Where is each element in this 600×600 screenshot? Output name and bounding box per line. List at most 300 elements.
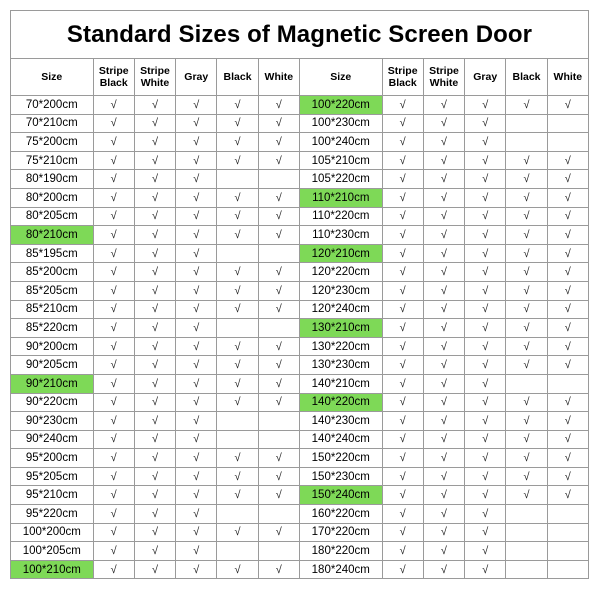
black-availability-left: √: [217, 281, 258, 300]
stripe-black-availability-left: √: [93, 188, 134, 207]
white-availability-right: √: [547, 486, 588, 505]
stripe-white-availability-right: √: [423, 430, 464, 449]
stripe-white-availability-right: √: [423, 188, 464, 207]
size-cell-right: 150*220cm: [299, 449, 382, 468]
stripe-black-availability-left: √: [93, 300, 134, 319]
stripe-white-availability-left: √: [134, 560, 175, 579]
stripe-black-availability-left: √: [93, 244, 134, 263]
stripe-white-availability-right: √: [423, 486, 464, 505]
stripe-black-availability-left: √: [93, 356, 134, 375]
stripe-white-availability-left: √: [134, 226, 175, 245]
gray-availability-right: √: [465, 96, 506, 115]
size-cell-left: 90*210cm: [11, 374, 94, 393]
gray-availability-right: √: [465, 467, 506, 486]
white-availability-left: √: [258, 263, 299, 282]
stripe-white-availability-right: √: [423, 505, 464, 524]
black-availability-right: √: [506, 356, 547, 375]
white-availability-right: √: [547, 393, 588, 412]
stripe-black-availability-left: √: [93, 523, 134, 542]
size-cell-right: 105*220cm: [299, 170, 382, 189]
stripe-black-availability-right: √: [382, 374, 423, 393]
white-availability-left: √: [258, 114, 299, 133]
stripe-black-availability-right: √: [382, 486, 423, 505]
stripe-black-availability-right: √: [382, 337, 423, 356]
white-availability-right: √: [547, 151, 588, 170]
stripe-white-availability-right: √: [423, 96, 464, 115]
white-availability-right: [547, 374, 588, 393]
header-size-left: Size: [11, 59, 94, 96]
white-availability-right: √: [547, 319, 588, 338]
stripe-black-availability-right: √: [382, 430, 423, 449]
stripe-black-availability-left: √: [93, 114, 134, 133]
size-cell-right: 180*220cm: [299, 542, 382, 561]
table-row: [11, 560, 589, 579]
stripe-white-availability-right: √: [423, 560, 464, 579]
stripe-black-availability-left: √: [93, 226, 134, 245]
gray-availability-left: √: [176, 467, 217, 486]
white-availability-left: √: [258, 188, 299, 207]
size-cell-left: 95*200cm: [11, 449, 94, 468]
white-availability-right: √: [547, 188, 588, 207]
black-availability-left: [217, 170, 258, 189]
stripe-black-availability-right: √: [382, 505, 423, 524]
white-availability-right: √: [547, 96, 588, 115]
stripe-black-availability-right: √: [382, 300, 423, 319]
size-cell-right: 170*220cm: [299, 523, 382, 542]
white-availability-left: √: [258, 486, 299, 505]
black-availability-right: √: [506, 96, 547, 115]
black-availability-right: √: [506, 449, 547, 468]
white-availability-left: √: [258, 133, 299, 152]
black-availability-left: √: [217, 133, 258, 152]
table-row: [11, 467, 589, 486]
size-cell-right: 140*240cm: [299, 430, 382, 449]
black-availability-left: √: [217, 449, 258, 468]
gray-availability-left: √: [176, 226, 217, 245]
table-row: [11, 542, 589, 561]
gray-availability-right: √: [465, 356, 506, 375]
size-cell-right: 120*210cm: [299, 244, 382, 263]
table-row: [11, 486, 589, 505]
stripe-white-availability-right: √: [423, 319, 464, 338]
stripe-black-availability-right: √: [382, 188, 423, 207]
white-availability-right: √: [547, 226, 588, 245]
black-availability-right: √: [506, 319, 547, 338]
gray-availability-left: √: [176, 356, 217, 375]
black-availability-left: √: [217, 337, 258, 356]
gray-availability-left: √: [176, 96, 217, 115]
stripe-white-availability-left: √: [134, 430, 175, 449]
stripe-black-availability-left: √: [93, 337, 134, 356]
black-availability-right: √: [506, 244, 547, 263]
gray-availability-left: √: [176, 337, 217, 356]
stripe-black-availability-left: √: [93, 281, 134, 300]
white-availability-right: √: [547, 337, 588, 356]
size-cell-left: 90*230cm: [11, 412, 94, 431]
white-availability-right: √: [547, 207, 588, 226]
black-availability-right: [506, 374, 547, 393]
gray-availability-right: √: [465, 263, 506, 282]
black-availability-left: √: [217, 374, 258, 393]
size-cell-right: 120*240cm: [299, 300, 382, 319]
size-cell-left: 90*220cm: [11, 393, 94, 412]
stripe-white-availability-right: √: [423, 133, 464, 152]
gray-availability-left: √: [176, 281, 217, 300]
stripe-black-availability-left: √: [93, 133, 134, 152]
stripe-black-availability-left: √: [93, 560, 134, 579]
size-cell-right: 100*240cm: [299, 133, 382, 152]
stripe-black-availability-left: √: [93, 467, 134, 486]
black-availability-right: √: [506, 467, 547, 486]
size-cell-right: 150*230cm: [299, 467, 382, 486]
white-availability-left: √: [258, 151, 299, 170]
black-availability-left: √: [217, 151, 258, 170]
table-row: [11, 337, 589, 356]
table-row: [11, 319, 589, 338]
size-cell-left: 75*200cm: [11, 133, 94, 152]
stripe-white-availability-left: √: [134, 207, 175, 226]
stripe-white-availability-right: √: [423, 207, 464, 226]
table-row: [11, 505, 589, 524]
gray-availability-right: √: [465, 226, 506, 245]
stripe-white-availability-left: √: [134, 300, 175, 319]
size-cell-right: 120*230cm: [299, 281, 382, 300]
header-gray-right: Gray: [465, 59, 506, 96]
white-availability-left: [258, 430, 299, 449]
size-cell-left: 85*195cm: [11, 244, 94, 263]
stripe-white-availability-left: √: [134, 337, 175, 356]
black-availability-right: [506, 505, 547, 524]
white-availability-right: √: [547, 170, 588, 189]
stripe-black-availability-left: √: [93, 319, 134, 338]
black-availability-left: √: [217, 467, 258, 486]
size-chart-sheet: [10, 10, 589, 579]
stripe-white-availability-left: √: [134, 542, 175, 561]
white-availability-right: [547, 133, 588, 152]
stripe-black-availability-right: √: [382, 244, 423, 263]
gray-availability-right: √: [465, 151, 506, 170]
stripe-white-availability-right: √: [423, 467, 464, 486]
black-availability-right: √: [506, 263, 547, 282]
stripe-black-availability-right: √: [382, 449, 423, 468]
size-cell-right: 110*220cm: [299, 207, 382, 226]
white-availability-left: √: [258, 449, 299, 468]
gray-availability-right: √: [465, 170, 506, 189]
size-cell-right: 100*220cm: [299, 96, 382, 115]
black-availability-right: √: [506, 226, 547, 245]
black-availability-right: [506, 560, 547, 579]
gray-availability-right: √: [465, 188, 506, 207]
gray-availability-left: √: [176, 412, 217, 431]
header-stripe-black-right: Stripe Black: [382, 59, 423, 96]
table-row: [11, 430, 589, 449]
size-cell-left: 80*190cm: [11, 170, 94, 189]
black-availability-left: [217, 542, 258, 561]
white-availability-left: [258, 319, 299, 338]
stripe-white-availability-left: √: [134, 523, 175, 542]
size-cell-right: 130*230cm: [299, 356, 382, 375]
header-black-right: Black: [506, 59, 547, 96]
table-row: [11, 523, 589, 542]
table-row: [11, 96, 589, 115]
gray-availability-left: √: [176, 170, 217, 189]
title-box: [10, 10, 589, 58]
size-cell-left: 90*240cm: [11, 430, 94, 449]
size-cell-left: 75*210cm: [11, 151, 94, 170]
black-availability-right: [506, 523, 547, 542]
size-cell-left: 90*200cm: [11, 337, 94, 356]
white-availability-right: √: [547, 467, 588, 486]
gray-availability-right: √: [465, 523, 506, 542]
header-white-left: White: [258, 59, 299, 96]
size-cell-right: 110*230cm: [299, 226, 382, 245]
stripe-white-availability-left: √: [134, 319, 175, 338]
stripe-black-availability-right: √: [382, 263, 423, 282]
white-availability-left: √: [258, 523, 299, 542]
size-cell-left: 85*205cm: [11, 281, 94, 300]
white-availability-left: √: [258, 467, 299, 486]
gray-availability-right: √: [465, 319, 506, 338]
header-white-right: White: [547, 59, 588, 96]
table-row: [11, 300, 589, 319]
black-availability-left: √: [217, 226, 258, 245]
stripe-white-availability-right: √: [423, 393, 464, 412]
stripe-white-availability-right: √: [423, 300, 464, 319]
size-cell-left: 95*210cm: [11, 486, 94, 505]
stripe-black-availability-left: √: [93, 505, 134, 524]
header-stripe-white-right: Stripe White: [423, 59, 464, 96]
black-availability-left: [217, 412, 258, 431]
white-availability-right: [547, 505, 588, 524]
white-availability-left: √: [258, 207, 299, 226]
black-availability-right: √: [506, 412, 547, 431]
stripe-white-availability-left: √: [134, 505, 175, 524]
stripe-black-availability-right: √: [382, 319, 423, 338]
header-size-right: Size: [299, 59, 382, 96]
stripe-white-availability-left: √: [134, 412, 175, 431]
black-availability-right: √: [506, 486, 547, 505]
gray-availability-right: √: [465, 244, 506, 263]
stripe-white-availability-right: √: [423, 523, 464, 542]
size-cell-right: 140*230cm: [299, 412, 382, 431]
stripe-white-availability-left: √: [134, 356, 175, 375]
gray-availability-left: √: [176, 374, 217, 393]
black-availability-right: √: [506, 300, 547, 319]
stripe-white-availability-left: √: [134, 467, 175, 486]
stripe-black-availability-right: √: [382, 523, 423, 542]
header-gray-left: Gray: [176, 59, 217, 96]
white-availability-right: √: [547, 281, 588, 300]
stripe-white-availability-left: √: [134, 449, 175, 468]
stripe-black-availability-right: √: [382, 281, 423, 300]
gray-availability-right: √: [465, 300, 506, 319]
size-cell-left: 70*200cm: [11, 96, 94, 115]
table-row: [11, 393, 589, 412]
size-cell-left: 100*205cm: [11, 542, 94, 561]
stripe-black-availability-left: √: [93, 486, 134, 505]
stripe-white-availability-right: √: [423, 226, 464, 245]
header-stripe-black-left: Stripe Black: [93, 59, 134, 96]
table-row: [11, 133, 589, 152]
stripe-white-availability-left: √: [134, 188, 175, 207]
gray-availability-left: √: [176, 244, 217, 263]
white-availability-left: √: [258, 281, 299, 300]
table-row: [11, 226, 589, 245]
stripe-black-availability-right: √: [382, 467, 423, 486]
table-row: [11, 207, 589, 226]
gray-availability-right: √: [465, 430, 506, 449]
black-availability-left: [217, 319, 258, 338]
size-cell-left: 95*220cm: [11, 505, 94, 524]
gray-availability-right: √: [465, 560, 506, 579]
stripe-white-availability-right: √: [423, 244, 464, 263]
stripe-black-availability-left: √: [93, 170, 134, 189]
white-availability-left: [258, 505, 299, 524]
gray-availability-right: √: [465, 207, 506, 226]
black-availability-left: √: [217, 393, 258, 412]
black-availability-left: √: [217, 188, 258, 207]
stripe-white-availability-left: √: [134, 486, 175, 505]
white-availability-right: [547, 560, 588, 579]
size-cell-right: 140*210cm: [299, 374, 382, 393]
table-row: [11, 356, 589, 375]
stripe-black-availability-right: √: [382, 356, 423, 375]
stripe-white-availability-left: √: [134, 133, 175, 152]
white-availability-left: [258, 244, 299, 263]
size-cell-right: 105*210cm: [299, 151, 382, 170]
size-cell-left: 90*205cm: [11, 356, 94, 375]
table-row: [11, 244, 589, 263]
black-availability-right: √: [506, 430, 547, 449]
white-availability-right: [547, 523, 588, 542]
table-row: [11, 170, 589, 189]
table-row: [11, 114, 589, 133]
white-availability-left: [258, 542, 299, 561]
size-cell-left: 85*210cm: [11, 300, 94, 319]
stripe-white-availability-right: √: [423, 412, 464, 431]
black-availability-left: √: [217, 263, 258, 282]
white-availability-left: [258, 412, 299, 431]
stripe-white-availability-left: √: [134, 96, 175, 115]
table-row: [11, 412, 589, 431]
gray-availability-left: √: [176, 486, 217, 505]
gray-availability-right: √: [465, 542, 506, 561]
gray-availability-right: √: [465, 114, 506, 133]
stripe-black-availability-right: √: [382, 393, 423, 412]
size-cell-left: 95*205cm: [11, 467, 94, 486]
white-availability-left: [258, 170, 299, 189]
gray-availability-right: √: [465, 393, 506, 412]
size-cell-right: 100*230cm: [299, 114, 382, 133]
white-availability-right: √: [547, 449, 588, 468]
gray-availability-right: √: [465, 281, 506, 300]
black-availability-right: √: [506, 170, 547, 189]
black-availability-left: √: [217, 523, 258, 542]
table-row: [11, 449, 589, 468]
black-availability-left: √: [217, 560, 258, 579]
stripe-black-availability-left: √: [93, 207, 134, 226]
stripe-white-availability-right: √: [423, 281, 464, 300]
gray-availability-right: √: [465, 374, 506, 393]
size-cell-right: 150*240cm: [299, 486, 382, 505]
size-cell-right: 120*220cm: [299, 263, 382, 282]
black-availability-right: √: [506, 281, 547, 300]
size-availability-table: [10, 58, 589, 579]
stripe-black-availability-right: √: [382, 560, 423, 579]
stripe-black-availability-right: √: [382, 133, 423, 152]
stripe-white-availability-left: √: [134, 281, 175, 300]
gray-availability-left: √: [176, 300, 217, 319]
white-availability-right: √: [547, 430, 588, 449]
gray-availability-left: √: [176, 133, 217, 152]
size-cell-left: 70*210cm: [11, 114, 94, 133]
black-availability-left: √: [217, 356, 258, 375]
gray-availability-left: √: [176, 319, 217, 338]
white-availability-left: √: [258, 226, 299, 245]
table-row: [11, 374, 589, 393]
gray-availability-right: √: [465, 337, 506, 356]
size-cell-left: 100*200cm: [11, 523, 94, 542]
white-availability-right: [547, 542, 588, 561]
size-cell-left: 80*200cm: [11, 188, 94, 207]
table-row: [11, 281, 589, 300]
size-cell-left: 80*205cm: [11, 207, 94, 226]
gray-availability-left: √: [176, 151, 217, 170]
black-availability-left: √: [217, 207, 258, 226]
black-availability-left: [217, 430, 258, 449]
white-availability-left: √: [258, 300, 299, 319]
stripe-white-availability-right: √: [423, 542, 464, 561]
stripe-white-availability-right: √: [423, 263, 464, 282]
black-availability-right: √: [506, 151, 547, 170]
black-availability-right: √: [506, 188, 547, 207]
stripe-white-availability-right: √: [423, 151, 464, 170]
black-availability-right: [506, 133, 547, 152]
gray-availability-right: √: [465, 133, 506, 152]
black-availability-left: √: [217, 114, 258, 133]
black-availability-left: [217, 505, 258, 524]
header-row: [11, 59, 589, 96]
gray-availability-left: √: [176, 393, 217, 412]
white-availability-left: √: [258, 393, 299, 412]
gray-availability-left: √: [176, 560, 217, 579]
black-availability-right: √: [506, 393, 547, 412]
gray-availability-left: √: [176, 188, 217, 207]
stripe-black-availability-left: √: [93, 542, 134, 561]
gray-availability-right: √: [465, 449, 506, 468]
stripe-white-availability-left: √: [134, 263, 175, 282]
chart-title: Standard Sizes of Magnetic Screen Door: [66, 20, 533, 48]
gray-availability-left: √: [176, 523, 217, 542]
stripe-black-availability-right: √: [382, 151, 423, 170]
white-availability-left: √: [258, 560, 299, 579]
size-cell-right: 110*210cm: [299, 188, 382, 207]
header-black-left: Black: [217, 59, 258, 96]
stripe-white-availability-left: √: [134, 170, 175, 189]
black-availability-left: √: [217, 486, 258, 505]
stripe-black-availability-left: √: [93, 263, 134, 282]
stripe-white-availability-right: √: [423, 170, 464, 189]
white-availability-right: √: [547, 244, 588, 263]
stripe-white-availability-left: √: [134, 114, 175, 133]
gray-availability-left: √: [176, 505, 217, 524]
stripe-black-availability-right: √: [382, 412, 423, 431]
white-availability-right: √: [547, 412, 588, 431]
size-cell-right: 140*220cm: [299, 393, 382, 412]
size-cell-left: 85*220cm: [11, 319, 94, 338]
table-row: [11, 263, 589, 282]
black-availability-right: [506, 542, 547, 561]
